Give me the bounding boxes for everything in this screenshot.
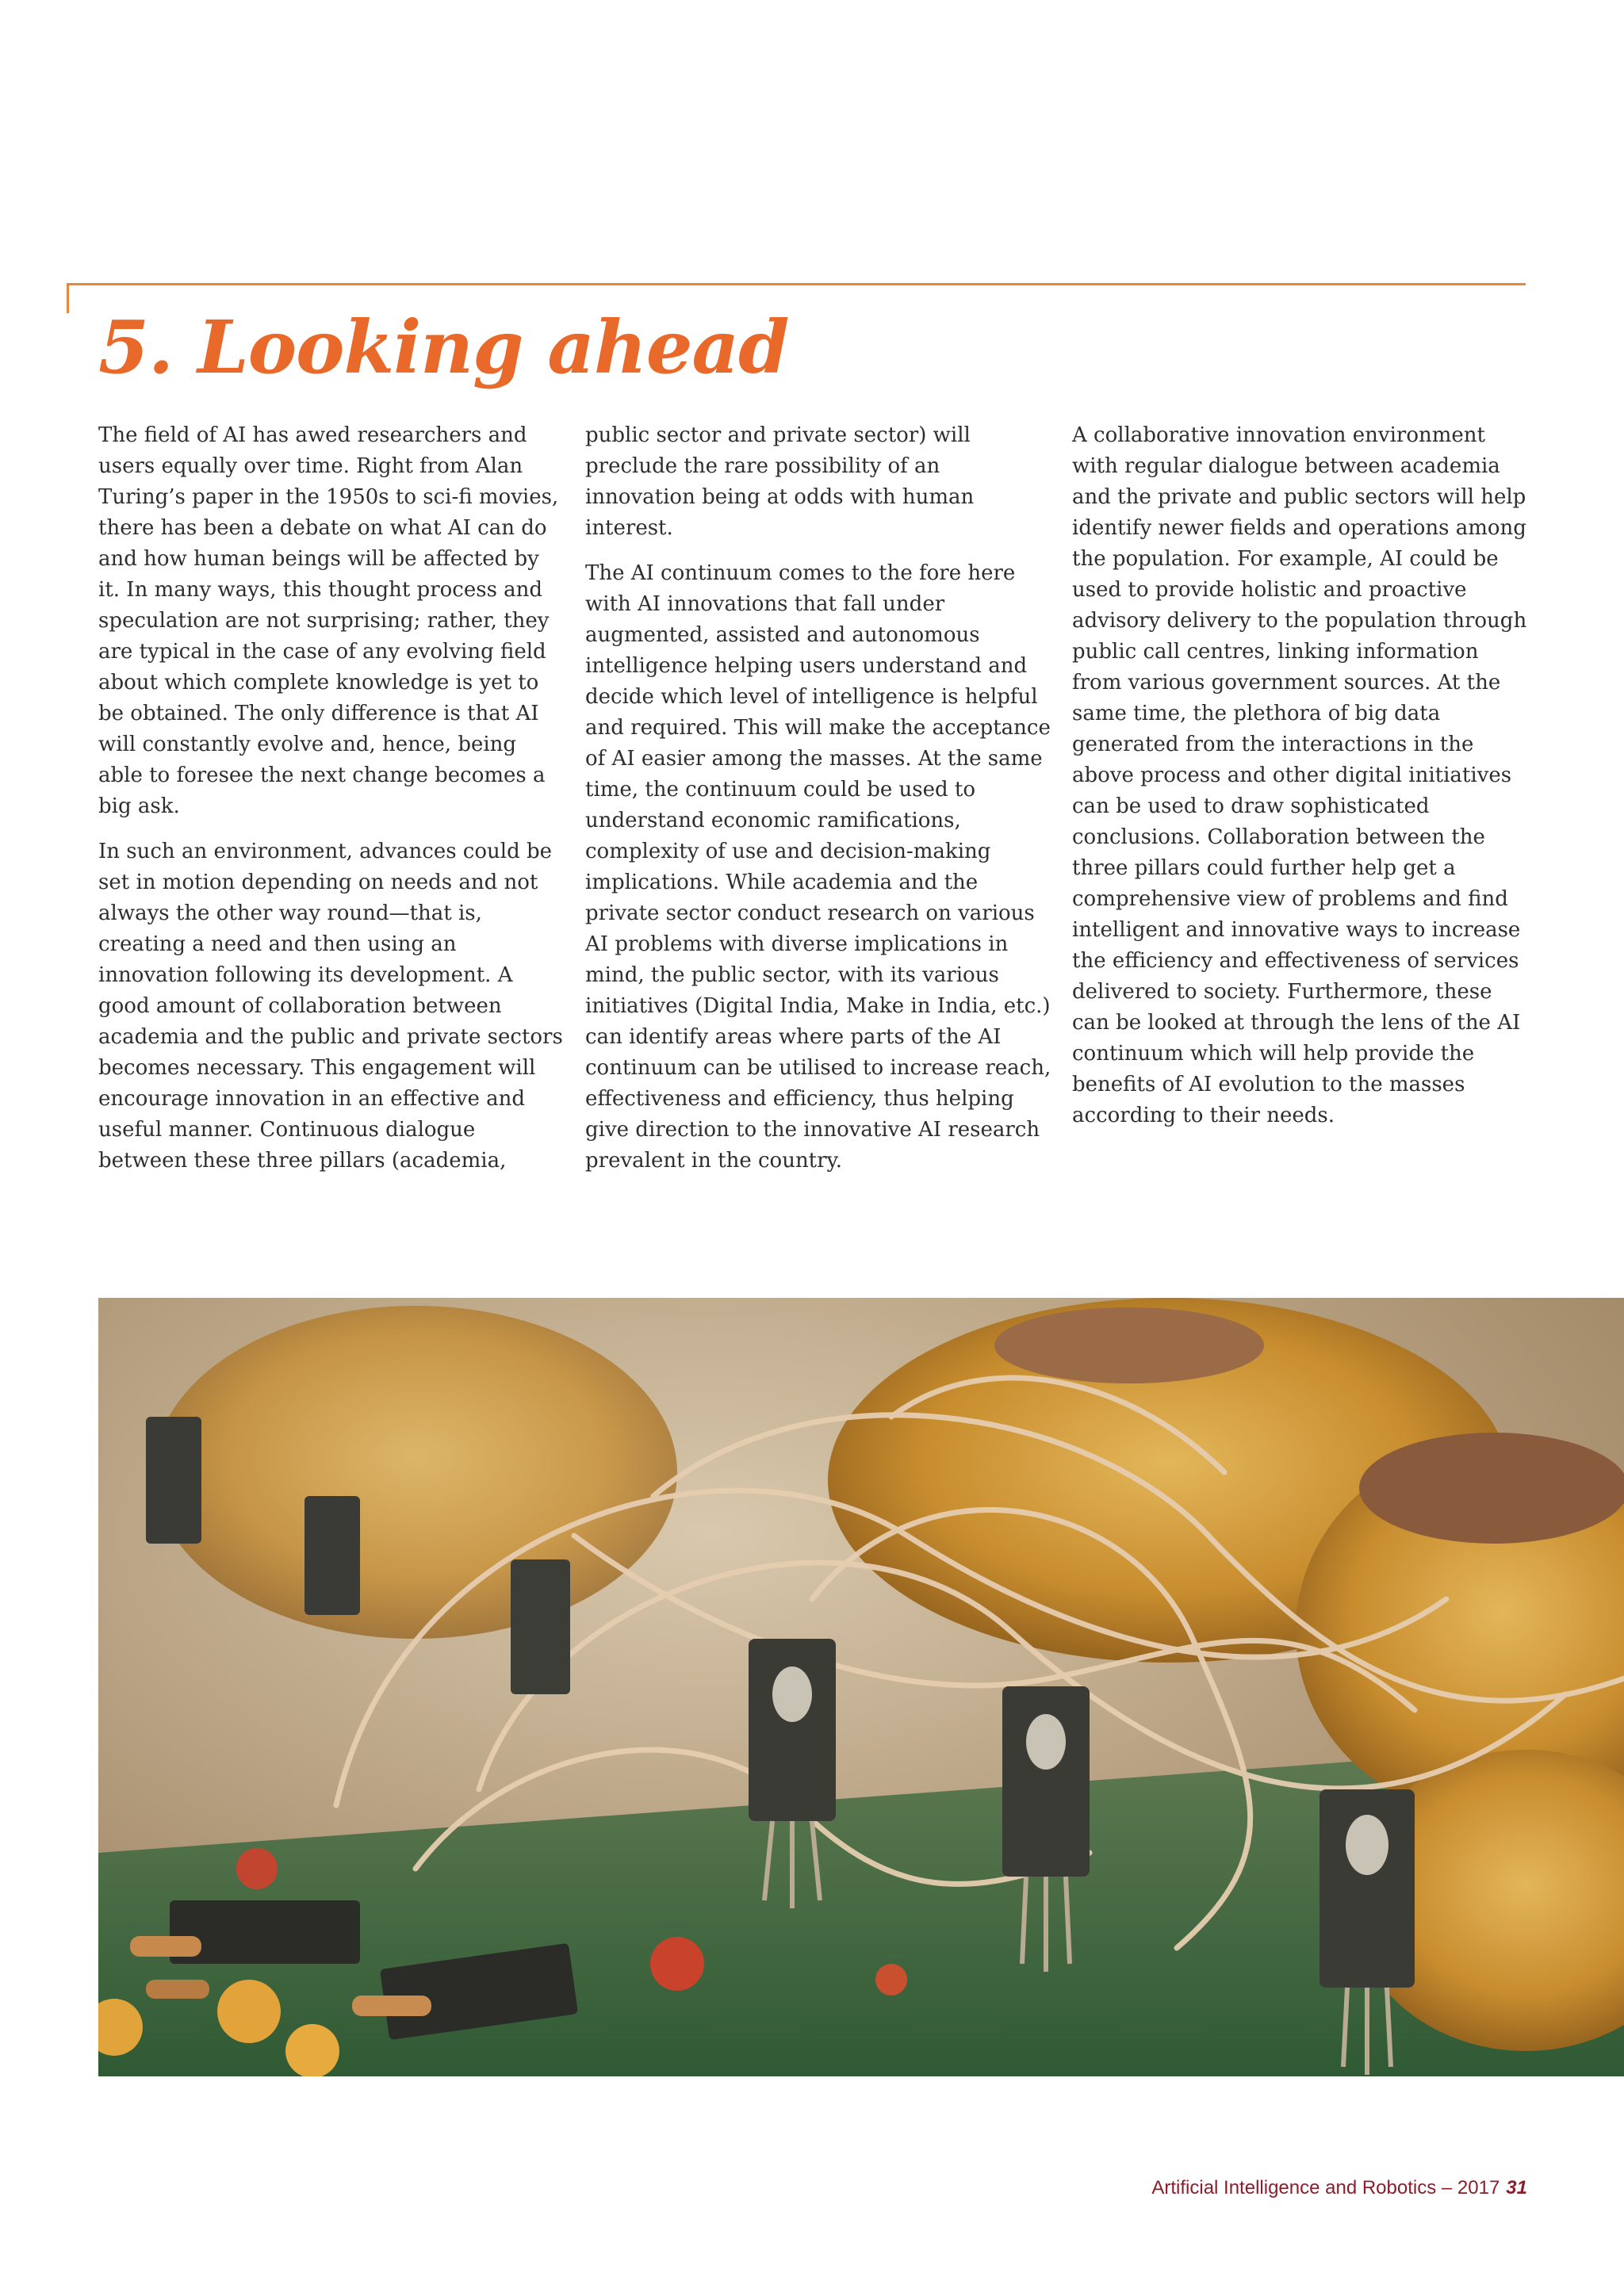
text-column-3 bbox=[1072, 420, 1528, 1146]
paragraph: In such an environment, advances could be set in motion depending on needs and not always the other way round—that is, creating a need and then using an innovation following its development. A good amount of collaboration between academia and the public and private sectors becomes necessary. This engagement will encourage innovation in an effective and useful manner. Continuous dialogue between these three pillars (academia, bbox=[98, 840, 563, 1173]
section-title: 5. Looking ahead bbox=[98, 304, 789, 390]
text-column-2 bbox=[585, 420, 1053, 1191]
page-number: 31 bbox=[1506, 2177, 1527, 2198]
circuit-board-illustration bbox=[98, 1298, 1624, 2076]
paragraph: A collaborative innovation environment with regular dialogue between academia and the private and public sectors will help identify newer fields and operations among the population. For example, AI could be used to provide holistic and proactive advisory delivery to the population through public call centres, linking information from various government sources. At the same time, the plethora of big data generated from the interactions in the above process and other digital initiatives can be used to draw sophisticated conclusions. Collaboration between the three pillars could further help get a comprehensive view of problems and find intelligent and innovative ways to increase the efficiency and effectiveness of services delivered to society. Furthermore, these can be looked at through the lens of the AI continuum which will help provide the benefits of AI evolution to the masses according to their needs. bbox=[1072, 423, 1527, 1127]
circuit-board-photo bbox=[98, 1298, 1624, 2076]
paragraph: public sector and private sector) will preclude the rare possibility of an innovation being at odds with human interest. bbox=[585, 423, 975, 540]
header-rule bbox=[67, 283, 1526, 285]
publication-title: Artificial Intelligence and Robotics – 2017 bbox=[1151, 2177, 1500, 2198]
page-footer bbox=[1151, 2175, 1527, 2201]
paragraph: The AI continuum comes to the fore here with AI innovations that fall under augmented, assisted and autonomous intelligence helping users understand and decide which level of intelligence is helpful and required. This will make the acceptance of AI easier among the masses. At the same time, the continuum could be used to understand economic ramifications, complexity of use and decision-making implications. While academia and the private sector conduct research on various AI problems with diverse implications in mind, the public sector, with its various initiatives (Digital India, Make in India, etc.) can identify areas where parts of the AI continuum can be utilised to increase reach, effectiveness and efficiency, thus helping give direction to the innovative AI research prevalent in the country. bbox=[585, 561, 1051, 1173]
header-rule-tick bbox=[67, 283, 69, 313]
paragraph: The field of AI has awed researchers and users equally over time. Right from Alan Turing’s paper in the 1950s to sci-fi movies, there has been a debate on what AI can do and how human beings will be affected by it. In many ways, this thought process and speculation are not surprising; rather, they are typical in the case of any evolving field about which complete knowledge is yet to be obtained. The only difference is that AI will constantly evolve and, hence, being able to foresee the next change becomes a big ask. bbox=[98, 423, 559, 818]
text-column-1 bbox=[98, 420, 566, 1191]
